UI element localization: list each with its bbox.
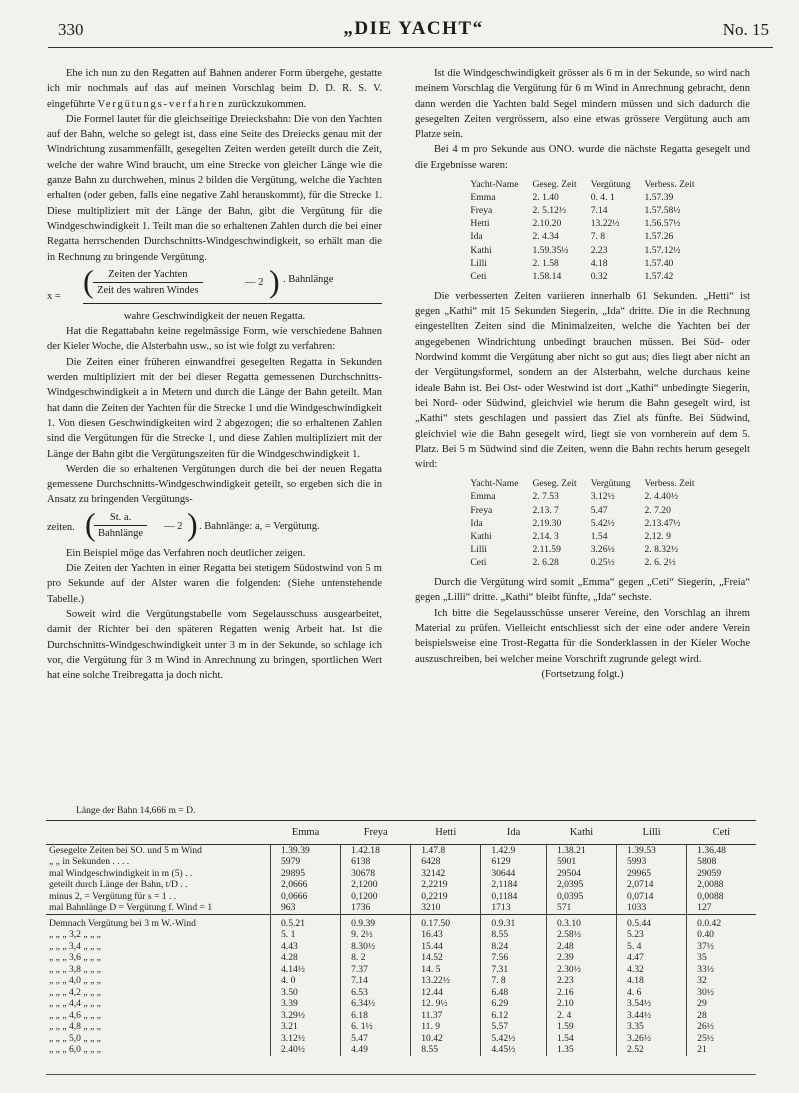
table-cell: 6.12 — [481, 1010, 547, 1022]
paragraph: Die Formel lautet für die gleichseitige Dreiecksbahn: Die von den Yachten auf der Bahn, welche so gelegt ist, dass eine Seite des Dreiecks genau mit der Windrichtung zusammenfällt, gesegelten Zeiten werden geteilt durch die Zeit, welche der wahre Wind braucht, um eine Strecke von gleicher Länge wie die ganze Bahn zu durchwehen, minus 2 bilden die Vergütung, welche die Yachten erhalten (oder geben, falls eine negative Zahl herauskommt), für die Strecke 1. Diese multipliziert mit der Länge der Bahn, gibt die Vergütung für die Windgeschwindigkeit 1. Teilt man die so erhaltenen Zahlen durch die bei einer Regatta herrschenden Durchschnitts-Windgeschwindigkeit, so erhält man die in Rechnung zu bringende Vergütung. — [47, 113, 382, 263]
table-cell: 2.10 — [546, 998, 616, 1010]
paragraph: Ehe ich nun zu den Regatten auf Bahnen anderer Form übergehe, gestatte ich mir nochmals auf das auf meinen Vorschlag beim D. D. R. S. V. eingeführte Vergütungs-verfahren zurückzukommen. — [47, 68, 382, 110]
table-cell: 2.23 — [590, 244, 608, 256]
table-cell: 2. 4 — [546, 1010, 616, 1022]
table-cell: 5979 — [271, 856, 341, 868]
table-cell: 1.58.14 — [532, 270, 562, 282]
row-label: „ „ „ 3,4 „ „ „ — [49, 940, 101, 952]
row-label: „ „ „ 4,2 „ „ „ — [49, 986, 101, 998]
yacht-name: Lilli — [470, 257, 487, 269]
table-cell: 2.30½ — [546, 964, 616, 976]
table-cell: 1736 — [341, 902, 411, 914]
table-cell: 5.42½ — [481, 1033, 547, 1045]
table-cell: 1.54 — [590, 530, 608, 542]
table-cell: 21 — [687, 1044, 756, 1056]
table-cell: 0.9.31 — [481, 914, 547, 929]
table-cell: 6.34½ — [341, 998, 411, 1010]
paragraph: Durch die Vergütung wird somit „Emma“ gegen „Ceti“ Siegerin, „Freia“ gegen „Lilli“ dritte. „Kathi“ bleibt fünfte, „Ida“ sechste. — [415, 577, 750, 604]
table-cell: 4.45½ — [481, 1044, 547, 1056]
paragraph: Bei 4 m pro Sekunde aus ONO. wurde die nächste Regatta gesegelt und die Ergebnisse waren: — [415, 144, 750, 171]
table-row — [463, 530, 701, 543]
col-header: Geseg. Zeit — [532, 478, 577, 490]
table-cell: 3.35 — [617, 1021, 687, 1033]
table-row — [463, 217, 701, 230]
table-cell: 7.37 — [341, 964, 411, 976]
table-cell: 0.0.42 — [687, 914, 756, 929]
table-cell: 0,0395 — [546, 891, 616, 903]
paragraph: Ein Beispiel möge das Verfahren noch deutlicher zeigen. — [65, 547, 306, 559]
table-cell: 2.40½ — [271, 1044, 341, 1056]
yacht-column-header: Ceti — [687, 821, 756, 845]
col-header: Yacht-Name — [470, 478, 519, 490]
table-cell: 2. 1.58 — [532, 257, 559, 269]
table-cell: 2,0088 — [687, 879, 756, 891]
table-row — [463, 490, 701, 503]
row-label: „ „ „ 4,6 „ „ „ — [49, 1009, 101, 1021]
formula-x: x = — [47, 290, 61, 302]
paragraph: Werden die so erhaltenen Vergütungen durch die bei der neuen Regatta gemessene Durchschnitts-Windgeschwindigkeit geteilt, so ergeben sich die in Ansatz zu bringenden Vergütungs- — [47, 463, 382, 506]
table-row — [46, 975, 756, 987]
table-cell: 4.18 — [590, 257, 608, 269]
yacht-name: Freya — [470, 205, 493, 217]
table-cell: 5993 — [617, 856, 687, 868]
table-cell: 4. 0 — [271, 975, 341, 987]
paragraph: Soweit wird die Vergütungstabelle vom Segelausschuss ausgearbeitet, damit der Richter bei den späteren Regatten wenig Arbeit hat. Ist die Durchschnitts-Windgeschwindigkeit unter 3 m in der Sekunde, so schlage ich vor, die Vergütung für 3 m Wind in Anrechnung zu bringen, sportlichen Wert hat eine solche Treibregatta ja doch nicht. — [47, 608, 382, 682]
table-cell: 0,0088 — [687, 891, 756, 903]
table-cell: 3.26½ — [590, 543, 615, 555]
table-row — [46, 964, 756, 976]
table-cell: 2.13. 7 — [532, 504, 559, 516]
table-row — [46, 902, 756, 914]
table-cell: 0.17.50 — [411, 914, 481, 929]
table-cell: 15.44 — [411, 941, 481, 953]
table-row — [463, 543, 701, 556]
table-cell: 14.52 — [411, 952, 481, 964]
table-cell: 2.11.59 — [532, 543, 561, 555]
table-cell: 6.48 — [481, 987, 547, 999]
table-cell: 3210 — [411, 902, 481, 914]
table-cell: 8.55 — [481, 929, 547, 941]
table-cell: 1.39.53 — [617, 844, 687, 856]
table-cell: 6138 — [341, 856, 411, 868]
table-row — [463, 230, 701, 243]
table-cell: 7.31 — [481, 964, 547, 976]
table-cell: 29965 — [617, 868, 687, 880]
table-cell: 0.25½ — [590, 556, 615, 568]
table-row — [46, 844, 756, 856]
table-row — [46, 998, 756, 1010]
table-cell: 25½ — [687, 1033, 756, 1045]
table-cell: 0.3.10 — [546, 914, 616, 929]
row-label: „ „ „ 5,0 „ „ „ — [49, 1032, 101, 1044]
table-cell: 2.14. 3 — [532, 530, 559, 542]
table-cell: 29 — [687, 998, 756, 1010]
yacht-name: Emma — [470, 192, 496, 204]
table-cell: 3.54½ — [617, 998, 687, 1010]
table-cell: 1.59.35½ — [532, 244, 569, 256]
table-cell: 2.12. 9 — [644, 530, 671, 542]
table-cell: 6428 — [411, 856, 481, 868]
table-cell: 2. 6.28 — [532, 556, 559, 568]
page-header — [58, 18, 769, 42]
table-cell: 1713 — [481, 902, 547, 914]
issue-number: No. 15 — [722, 20, 769, 39]
table-cell: 2.58½ — [546, 929, 616, 941]
table-cell: 1.54 — [546, 1033, 616, 1045]
row-label: „ „ „ 4,8 „ „ „ — [49, 1021, 101, 1032]
table-cell: 33½ — [687, 964, 756, 976]
table-cell: 0.40 — [687, 929, 756, 941]
table-cell: 0,0714 — [617, 891, 687, 903]
table-cell: 11. 9 — [411, 1021, 481, 1033]
table-cell: 12. 9½ — [411, 998, 481, 1010]
results-table-south — [463, 477, 701, 569]
table-cell: 0,0666 — [271, 891, 341, 903]
table-cell: 8.30½ — [341, 941, 411, 953]
row-label: „ „ „ 6,0 „ „ „ — [49, 1044, 101, 1055]
formula-2: zeiten. ( St. a. Bahnlänge — 2 ) . Bahnlänge: a, = Vergütung. — [47, 505, 320, 542]
table-cell: 2.13.47½ — [644, 517, 681, 529]
table-cell: 30678 — [341, 868, 411, 880]
table-cell: 2. 7.20 — [644, 504, 671, 516]
table-cell: 5. 4 — [617, 941, 687, 953]
table-cell: 5901 — [546, 856, 616, 868]
yacht-name: Lilli — [470, 543, 487, 555]
table-cell: 32 — [687, 975, 756, 987]
table-cell: 1.57.26 — [644, 231, 674, 243]
paragraph: Die verbesserten Zeiten variieren innerhalb 61 Sekunden. „Hetti“ ist gegen „Kathi“ mit 15 Sekunden Siegerin, „Ida“ dritte. Die in die Rechnung eingestellten Zeiten sind die Minimalzeiten, welche die Yachten bei der angegebenen Windrichtung unbedingt brauchen müssen. Bei Süd- oder Nordwind kommt die Vergütung aber nicht so gut aus; dies liegt aber nicht an der Vergütungsformel, sondern an der Alsterbahn, welche durchaus keine ideale Bahn ist. Bei Ost- oder Westwind ist dort „Kathi“ unbedingte Siegerin, bei Nord- oder Südwind, gleichviel wie herum die Bahn gesegelt wird, ist „Kathi“ stets geschlagen und passiert das Ziel als fünfte. Bei Südwind, gleichviel wie die Bahn gesegelt wird, liegt sie von vornherein auf dem 5. Platz. Bei 5 m Südwind sind die Zeiten, wenn die Bahn rechts herum gesegelt wird: — [415, 290, 750, 471]
table-row — [463, 517, 701, 530]
table-row — [46, 929, 756, 941]
table-cell: 4.28 — [271, 952, 341, 964]
table-cell: 1.42.9 — [481, 844, 547, 856]
table-cell: 3.12½ — [590, 491, 615, 503]
table-cell: 1.36.48 — [687, 844, 756, 856]
table-cell: 4.43 — [271, 941, 341, 953]
table-cell: 3.29½ — [271, 1010, 341, 1022]
table-cell: 2. 6. 2½ — [644, 556, 676, 568]
yacht-column-header: Lilli — [617, 821, 687, 845]
table-cell: 5.42½ — [590, 517, 615, 529]
table-cell: 6.53 — [341, 987, 411, 999]
table-row — [463, 204, 701, 217]
table-cell: 2,0395 — [546, 879, 616, 891]
yacht-column-header: Hetti — [411, 821, 481, 845]
row-label: Gesegelte Zeiten bei SO. und 5 m Wind — [49, 844, 202, 856]
table-cell: 1.38.21 — [546, 844, 616, 856]
yacht-column-header: Ida — [481, 821, 547, 845]
table-cell: 3.50 — [271, 987, 341, 999]
table-cell: 3.39 — [271, 998, 341, 1010]
continuation-note: (Fortsetzung folgt.) — [541, 668, 624, 680]
paragraph: Die Zeiten einer früheren einwandfrei gesegelten Regatta in Sekunden werden multipliziert mit der bei dieser Regatta gemessenen Durchschnitts-Windgeschwindigkeit a in Metern und durch die Länge der Bahn geteilt. Man hat dann die Zeiten der Yachten für die Strecke 1 und die Windgeschwindigkeit 1. Von diesen Geschwindigkeiten wird 2 abgezogen; die so erhaltenen Zahlen sind die Vergütungen für die Strecke 1, und diese Zahlen multipliziert mit der Länge der Bahn gibt die Vergütungszeiten für die Windgeschwindigkeit 1. — [47, 356, 382, 460]
yacht-name: Emma — [470, 491, 496, 503]
table-cell: 32142 — [411, 868, 481, 880]
table-cell: 4.14½ — [271, 964, 341, 976]
table-cell: 2.23 — [546, 975, 616, 987]
col-header: Vergütung — [590, 478, 631, 490]
table-cell: 2. 4.40½ — [644, 491, 679, 503]
paragraph: Hat die Regattabahn keine regelmässige Form, wie verschiedene Bahnen der Kieler Woche, die Alsterbahn usw., so ist wie folgt zu verfahren: — [47, 326, 382, 353]
yacht-name: Ceti — [470, 556, 487, 568]
compensation-grid — [46, 820, 756, 1056]
row-label: mal Bahnlänge D = Vergütung f. Wind = 1 — [49, 902, 213, 913]
table-row — [46, 1010, 756, 1022]
table-cell: 4.49 — [341, 1044, 411, 1056]
table-cell: 29504 — [546, 868, 616, 880]
table-cell: 4.47 — [617, 952, 687, 964]
table-cell: 37½ — [687, 941, 756, 953]
formula-denominator: wahre Geschwindigkeit der neuen Regatta. — [123, 310, 306, 322]
table-cell: 1.42.18 — [341, 844, 411, 856]
yacht-column-header: Freya — [341, 821, 411, 845]
table-row — [46, 856, 756, 868]
paragraph: Ich bitte die Segelausschüsse unserer Vereine, den Vorschlag an ihrem Material zu prüfen. Vielleicht entschliesst sich der eine oder andere Verein beispielsweise eine Trost-Regatta für die Sonderklassen in der Kieler Woche auszuschreiben, bei welcher meine Vorschrift zugrunde gelegt wird. — [415, 607, 750, 665]
table-row — [46, 941, 756, 953]
table-cell: 2.10.20 — [532, 218, 562, 230]
table-cell: 1.39.39 — [271, 844, 341, 856]
table-cell: 1033 — [617, 902, 687, 914]
right-column — [415, 66, 750, 682]
table-row — [46, 914, 756, 929]
yacht-column-header: Emma — [271, 821, 341, 845]
table-cell: 2. 8.32½ — [644, 543, 679, 555]
table-cell: 5.57 — [481, 1021, 547, 1033]
table-row — [46, 1021, 756, 1033]
table-cell: 2. 1.40 — [532, 192, 559, 204]
table-cell: 8.55 — [411, 1044, 481, 1056]
table-cell: 1.57.58½ — [644, 205, 681, 217]
table-cell: 2.39 — [546, 952, 616, 964]
table-cell: 2.52 — [617, 1044, 687, 1056]
table-cell: 0.5.44 — [617, 914, 687, 929]
table-cell: 2. 7.53 — [532, 491, 559, 503]
table-cell: 6129 — [481, 856, 547, 868]
formula-fraction: Zeiten der Yachten Zeit des wahren Windes — [93, 267, 203, 299]
table-cell: 11.37 — [411, 1010, 481, 1022]
table-cell: 35 — [687, 952, 756, 964]
table-cell: 0.5.21 — [271, 914, 341, 929]
table-cell: 2.48 — [546, 941, 616, 953]
table-cell: 3.44½ — [617, 1010, 687, 1022]
row-label: minus 2, = Vergütung für s = 1 . . — [49, 890, 177, 902]
table-row — [46, 879, 756, 891]
table-row — [46, 1044, 756, 1056]
row-label: „ „ „ 3,6 „ „ „ — [49, 952, 101, 963]
table-cell: 0. 4. 1 — [590, 192, 615, 204]
table-row — [463, 504, 701, 517]
yacht-name: Hetti — [470, 218, 490, 230]
table-row — [463, 270, 701, 283]
table-cell: 6. 1½ — [341, 1021, 411, 1033]
table-cell: 4. 6 — [617, 987, 687, 999]
table-row — [46, 987, 756, 999]
table-cell: 5.47 — [341, 1033, 411, 1045]
table-cell: 0,2219 — [411, 891, 481, 903]
yacht-name: Ceti — [470, 270, 487, 282]
table-cell: 3.26½ — [617, 1033, 687, 1045]
table-cell: 1.35 — [546, 1044, 616, 1056]
table-cell: 7.14 — [590, 205, 608, 217]
row-label: Demnach Vergütung bei 3 m W.-Wind — [46, 914, 271, 929]
table-cell: 2,0666 — [271, 879, 341, 891]
table-cell: 10.42 — [411, 1033, 481, 1045]
table-cell: 14. 5 — [411, 964, 481, 976]
table-cell: 13.22½ — [590, 218, 620, 230]
table-cell: 7. 8 — [590, 231, 606, 243]
table-cell: 16.43 — [411, 929, 481, 941]
table-row — [46, 891, 756, 903]
table-cell: 5.23 — [617, 929, 687, 941]
col-header: Yacht-Name — [470, 179, 519, 191]
yacht-name: Freya — [470, 504, 493, 516]
table-cell: 0,1200 — [341, 891, 411, 903]
table-cell: 2,1200 — [341, 879, 411, 891]
yacht-column-header: Kathi — [546, 821, 616, 845]
yacht-name: Ida — [470, 517, 483, 529]
header-rule — [48, 47, 773, 48]
table-cell: 2.19.30 — [532, 517, 562, 529]
table-caption: Länge der Bahn 14,666 m = D. — [76, 805, 196, 816]
table-cell: 29895 — [271, 868, 341, 880]
paragraph: Ist die Windgeschwindigkeit grösser als 6 m in der Sekunde, so wird nach meinem Vorschlag die Vergütung für 6 m Wind in Anrechnung gebracht, denn dann werden die Yachten bald Segel mindern müssen und sich dadurch die gesegelten Zeiten vergrössern, also eine etwas grössere Vergütung auch am Platze sein. — [415, 68, 750, 141]
table-cell: 30½ — [687, 987, 756, 999]
table-cell: 1.57.42 — [644, 270, 674, 282]
row-label: mal Windgeschwindigkeit in m (5) . . — [49, 867, 193, 879]
table-cell: 6.29 — [481, 998, 547, 1010]
table-cell: 28 — [687, 1010, 756, 1022]
table-cell: 5. 1 — [271, 929, 341, 941]
page-number: 330 — [58, 20, 84, 39]
table-cell: 127 — [687, 902, 756, 914]
table-cell: 571 — [546, 902, 616, 914]
table-cell: 5808 — [687, 856, 756, 868]
table-row — [463, 257, 701, 270]
row-label: geteilt durch Länge der Bahn, t/D . . — [49, 879, 188, 890]
table-cell: 6.18 — [341, 1010, 411, 1022]
table-cell: 2. 4.34 — [532, 231, 559, 243]
table-cell: 29059 — [687, 868, 756, 880]
table-cell: 4.18 — [617, 975, 687, 987]
row-label: „ „ „ 3,2 „ „ „ — [49, 929, 101, 940]
yacht-name: Kathi — [470, 530, 492, 542]
table-row — [463, 556, 701, 569]
table-cell: 13.22½ — [411, 975, 481, 987]
table-cell: 1.56.57½ — [644, 218, 681, 230]
table-cell: 8. 2 — [341, 952, 411, 964]
table-cell: 2,1184 — [481, 879, 547, 891]
table-cell: 0.9.39 — [341, 914, 411, 929]
paragraph: Die Zeiten der Yachten in einer Regatta bei stetigem Südostwind von 5 m pro Sekunde auf der Alster waren die folgenden: (Siehe untenstehende Tabelle.) — [47, 563, 382, 605]
table-cell: 5.47 — [590, 504, 608, 516]
col-header: Verbess. Zeit — [644, 478, 695, 490]
table-cell: 7. 8 — [481, 975, 547, 987]
bottom-rule — [46, 1074, 756, 1075]
table-row — [463, 191, 701, 204]
table-cell: 2. 5.12½ — [532, 205, 567, 217]
table-cell: 9. 2½ — [341, 929, 411, 941]
left-column — [47, 66, 382, 683]
table-cell: 963 — [271, 902, 341, 914]
row-label: „ „ in Sekunden . . . . — [49, 856, 130, 867]
table-cell: 30644 — [481, 868, 547, 880]
yacht-name: Ida — [470, 231, 483, 243]
table-cell: 1.57.12½ — [644, 244, 681, 256]
row-label: „ „ „ 4,4 „ „ „ — [49, 998, 101, 1009]
col-header: Verbess. Zeit — [644, 179, 695, 191]
col-header: Vergütung — [590, 179, 631, 191]
table-cell: 2.16 — [546, 987, 616, 999]
results-table-ono — [463, 178, 701, 283]
yacht-name: Kathi — [470, 244, 492, 256]
row-label: „ „ „ 4,0 „ „ „ — [49, 975, 101, 986]
table-cell: 0,1184 — [481, 891, 547, 903]
table-row — [46, 1033, 756, 1045]
table-cell: 2,0714 — [617, 879, 687, 891]
table-cell: 3.12½ — [271, 1033, 341, 1045]
table-cell: 1.57.40 — [644, 257, 674, 269]
table-cell: 26½ — [687, 1021, 756, 1033]
table-cell: 1.47.8 — [411, 844, 481, 856]
table-cell: 4.32 — [617, 964, 687, 976]
table-cell: 3.21 — [271, 1021, 341, 1033]
table-cell: 2,2219 — [411, 879, 481, 891]
formula: x = ( Zeiten der Yachten Zeit des wahren Windes — 2 ) . Bahnlänge — [47, 267, 382, 307]
table-cell: 12.44 — [411, 987, 481, 999]
row-label: „ „ „ 3,8 „ „ „ — [49, 963, 101, 975]
table-cell: 7.56 — [481, 952, 547, 964]
table-cell: 1.59 — [546, 1021, 616, 1033]
table-row — [463, 244, 701, 257]
table-cell: 7.14 — [341, 975, 411, 987]
table-row — [46, 868, 756, 880]
table-row — [46, 952, 756, 964]
journal-title: „DIE YACHT“ — [343, 18, 484, 39]
table-cell: 1.57.39 — [644, 192, 674, 204]
col-header: Geseg. Zeit — [532, 179, 577, 191]
table-cell: 8.24 — [481, 941, 547, 953]
table-cell: 0.32 — [590, 270, 608, 282]
